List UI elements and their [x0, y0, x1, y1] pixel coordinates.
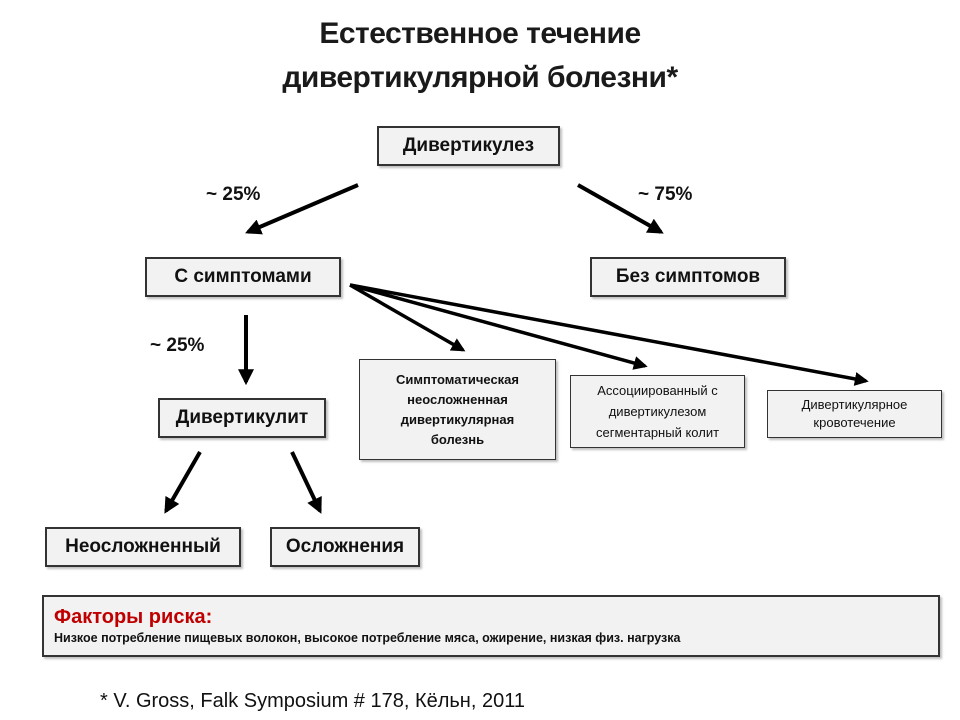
risk-factors-title: Факторы риска: [54, 606, 213, 628]
colitis-line-1: Ассоциированный с [597, 383, 718, 398]
risk-factors-box [42, 595, 940, 657]
node-segmental-colitis [570, 375, 745, 448]
bleeding-line-2: кровотечение [813, 415, 896, 430]
bleeding-line-1: Дивертикулярное [801, 397, 908, 412]
title-line-2: дивертикулярной болезни* [282, 61, 678, 94]
arrow-to-segmental-colitis [350, 285, 645, 366]
pct-label-right: ~ 75% [638, 184, 693, 205]
node-without-symptoms: Без симптомов [590, 257, 786, 297]
node-diverticulosis: Дивертикулез [377, 126, 560, 166]
node-with-symptoms: С симптомами [145, 257, 341, 297]
colitis-line-3: сегментарный колит [595, 425, 720, 440]
colitis-line-2: дивертикулезом [608, 404, 707, 419]
arrow-to-with-symptoms [248, 185, 358, 232]
node-bleeding [767, 390, 942, 438]
title-line-1: Естественное течение [319, 17, 641, 50]
symptomatic-line-2: неосложненная [407, 391, 508, 407]
symptomatic-line-4: болезнь [430, 431, 485, 447]
node-complications: Осложнения [270, 527, 420, 567]
arrow-to-complications [292, 452, 320, 511]
pct-label-down: ~ 25% [150, 335, 205, 356]
arrow-to-uncomplicated [166, 452, 200, 511]
symptomatic-line-3: дивертикулярная [400, 411, 515, 427]
node-diverticulitis: Дивертикулит [158, 398, 326, 438]
node-uncomplicated: Неосложненный [45, 527, 241, 567]
risk-factors-text: Низкое потребление пищевых волокон, высокое потребление мяса, ожирение, низкая физ. нагрузка [54, 631, 681, 645]
pct-label-left: ~ 25% [206, 184, 261, 205]
node-symptomatic-uncomplicated [359, 359, 556, 460]
footnote: * V. Gross, Falk Symposium # 178, Кёльн, 2011 [100, 690, 525, 712]
symptomatic-line-1: Симптоматическая [395, 371, 519, 387]
